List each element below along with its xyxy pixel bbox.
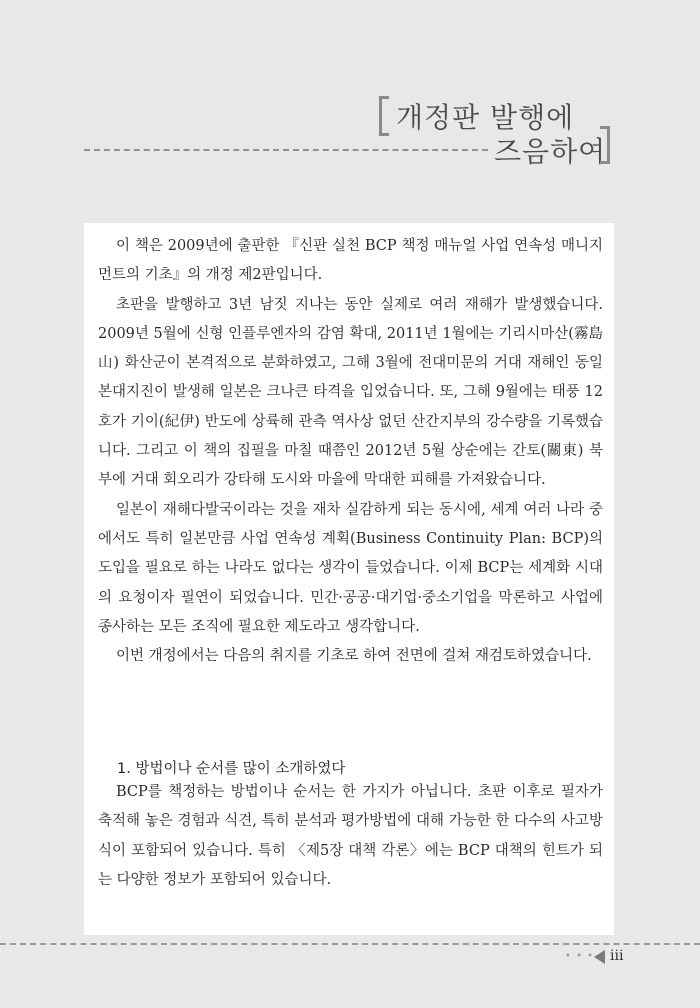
chapter-title xyxy=(0,0,700,200)
paragraph: 이번 개정에서는 다음의 취지를 기초로 하여 전면에 걸쳐 재검토하였습니다. xyxy=(116,648,592,665)
footer-dashed-rule xyxy=(0,943,700,945)
section-text xyxy=(98,778,603,895)
paragraph: BCP를 책정하는 방법이나 순서는 한 가지가 아닙니다. 초판 이후로 필자가 축적해 놓은 경험과 식견, 특히 분석과 평가방법에 대해 가능한 한 다수의 사고방식이 포함되어 있습니다. 특히 〈제5장 대책 각론〉에는 BCP 대책의 힌트가 되는 다양한 정보가 포함되어 있습니다. xyxy=(98,784,603,888)
title-line-2: 즈음하여 xyxy=(494,135,607,168)
title-bracket-left xyxy=(379,96,389,136)
footer-dots: • • • • xyxy=(565,951,606,962)
paragraph: 초판을 발행하고 3년 남짓 지나는 동안 실제로 여러 재해가 발생했습니다. 2009년 5월에 신형 인플루엔자의 감염 확대, 2011년 1월에는 기리시마산(霧島山) 화산군이 본격적으로 분화하였고, 그해 3월에 전대미문의 거대 재해인 동일본대지진이 발생해 일본은 크나큰 타격을 입었습니다. 또, 그해 9월에는 태풍 12호가 기이(紀伊) 반도에 상륙해 관측 역사상 없던 산간지부의 강수량을 기록했습니다. 그리고 이 책의 집필을 마칠 때쯤인 2012년 5월 상순에는 간토(關東) 북부에 거대 회오리가 강타해 도시와 마을에 막대한 피해를 가져왔습니다. xyxy=(98,296,603,489)
title-line-1: 개정판 발행에 xyxy=(396,101,575,134)
paragraph: 이 책은 2009년에 출판한 『신판 실천 BCP 책정 매뉴얼 사업 연속성 매니지먼트의 기초』의 개정 제2판입니다. xyxy=(98,238,603,284)
triangle-left-icon xyxy=(594,950,605,964)
section-heading: 1. 방법이나 순서를 많이 소개하였다 xyxy=(117,761,346,777)
title-dashed-rule xyxy=(84,149,488,151)
body-text xyxy=(98,232,603,671)
title-bracket-right xyxy=(600,126,610,164)
paragraph: 일본이 재해다발국이라는 것을 재차 실감하게 되는 동시에, 세계 여러 나라 중에서도 특히 일본만큼 사업 연속성 계획(Business Continuity Plan: BCP)의 도입을 필요로 하는 나라도 없다는 생각이 들었습니다. 이제 BCP는 세계화 시대의 요청이자 필연이 되었습니다. 민간·공공·대기업·중소기업을 막론하고 사업에 종사하는 모든 조직에 필요한 제도라고 생각합니다. xyxy=(98,501,603,635)
page-number: iii xyxy=(610,948,624,964)
